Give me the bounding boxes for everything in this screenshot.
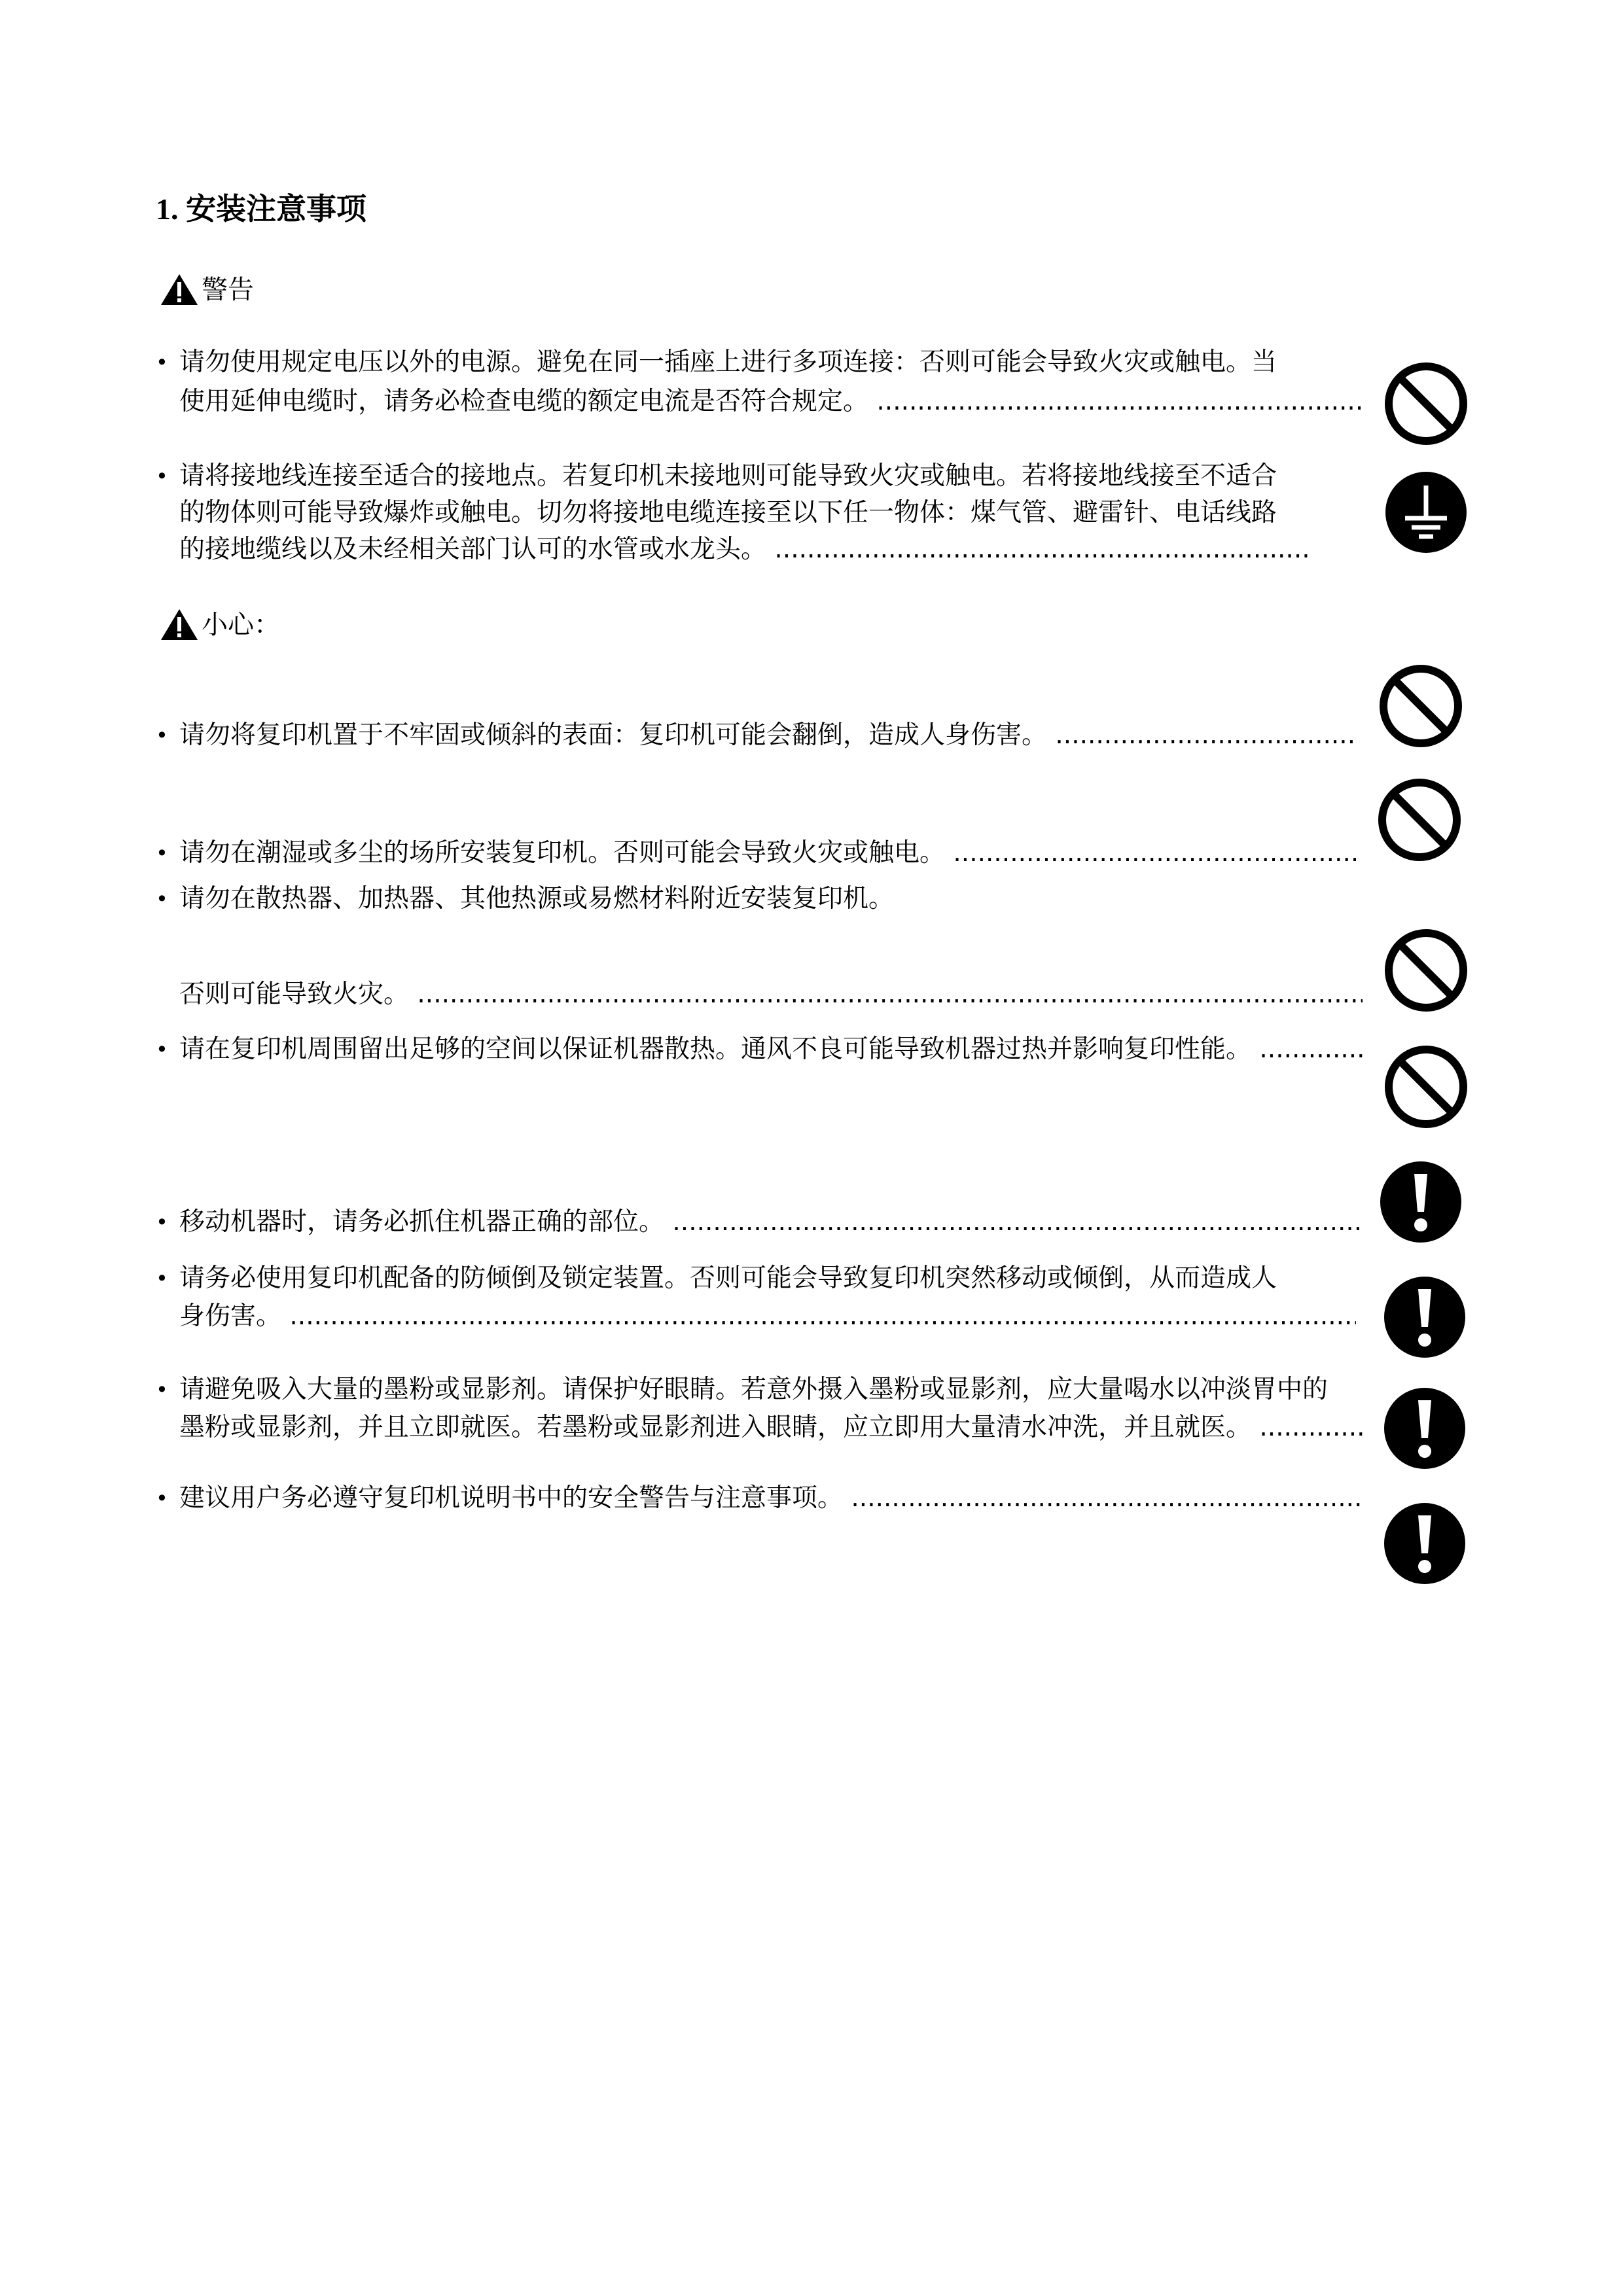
bullet: • bbox=[156, 887, 168, 911]
warning-heading bbox=[160, 272, 254, 308]
bullet: • bbox=[156, 1377, 168, 1402]
caution-3-line-2: 否则可能导致火灾。 ..... bbox=[179, 978, 1363, 1012]
caution-6-line-2: 身伤害。 ..... bbox=[179, 1299, 1356, 1333]
bullet: • bbox=[156, 1266, 168, 1291]
section-heading: 1. 安装注意事项 bbox=[156, 192, 366, 226]
caution-heading bbox=[160, 607, 280, 643]
caution-8-line: 建议用户务必遵守复印机说明书中的安全警告与注意事项。 ..... bbox=[179, 1481, 1363, 1515]
caution-7-line-2: 墨粉或显影剂，并且立即就医。若墨粉或显影剂进入眼睛，应立即用大量清水冲洗，并且就医。 ..... bbox=[179, 1411, 1363, 1445]
bullet: • bbox=[156, 1210, 168, 1235]
caution-2-line: 请勿在潮湿或多尘的场所安装复印机。否则可能会导致火灾或触电。 ..... bbox=[179, 836, 1356, 870]
prohibition-icon bbox=[1377, 777, 1462, 862]
mandatory-icon bbox=[1382, 1275, 1467, 1360]
mandatory-icon bbox=[1382, 1501, 1467, 1586]
prohibition-icon bbox=[1383, 361, 1469, 446]
warning-2-line-3: 的接地缆线以及未经相关部门认可的水管或水龙头。 ..... bbox=[179, 533, 1310, 567]
prohibition-icon bbox=[1378, 663, 1463, 749]
bullet: • bbox=[156, 1037, 168, 1062]
warning-1-line-2: 使用延伸电缆时，请务必检查电缆的额定电流是否符合规定。 ..... bbox=[179, 385, 1363, 419]
warning-label: 警告 bbox=[202, 275, 254, 305]
warning-triangle-icon bbox=[160, 272, 199, 308]
bullet: • bbox=[156, 841, 168, 866]
caution-7-line-1: 请避免吸入大量的墨粉或显影剂。请保护好眼睛。若意外摄入墨粉或显影剂，应大量喝水以冲淡胃中的 bbox=[179, 1375, 1329, 1404]
mandatory-icon bbox=[1382, 1386, 1467, 1471]
caution-3-line-1: 请勿在散热器、加热器、其他热源或易燃材料附近安装复印机。 bbox=[179, 884, 895, 913]
bullet: • bbox=[156, 350, 168, 375]
warning-1-line-1: 请勿使用规定电压以外的电源。避免在同一插座上进行多项连接：否则可能会导致火灾或触电。当 bbox=[179, 347, 1277, 377]
bullet: • bbox=[156, 1486, 168, 1511]
caution-6-line-1: 请务必使用复印机配备的防倾倒及锁定装置。否则可能会导致复印机突然移动或倾倒，从而造成人 bbox=[179, 1263, 1277, 1293]
mandatory-icon bbox=[1378, 1159, 1463, 1245]
prohibition-icon bbox=[1383, 928, 1469, 1013]
warning-2-line-1: 请将接地线连接至适合的接地点。若复印机未接地则可能导致火灾或触电。若将接地线接至不适合 bbox=[179, 461, 1277, 491]
caution-5-line: 移动机器时，请务必抓住机器正确的部位。 ..... bbox=[179, 1205, 1363, 1239]
warning-2-line-2: 的物体则可能导致爆炸或触电。切勿将接地电缆连接至以下任一物体：煤气管、避雷针、电话线路 bbox=[179, 498, 1277, 527]
caution-triangle-icon bbox=[160, 607, 199, 643]
caution-label: 小心： bbox=[202, 610, 280, 640]
bullet: • bbox=[156, 723, 168, 748]
ground-icon bbox=[1383, 470, 1469, 555]
caution-4-line: 请在复印机周围留出足够的空间以保证机器散热。通风不良可能导致机器过热并影响复印性能。 ..... bbox=[179, 1033, 1363, 1067]
bullet: • bbox=[156, 464, 168, 489]
prohibition-icon bbox=[1383, 1044, 1469, 1129]
caution-1-line: 请勿将复印机置于不牢固或倾斜的表面：复印机可能会翻倒，造成人身伤害。 ..... bbox=[179, 718, 1356, 752]
